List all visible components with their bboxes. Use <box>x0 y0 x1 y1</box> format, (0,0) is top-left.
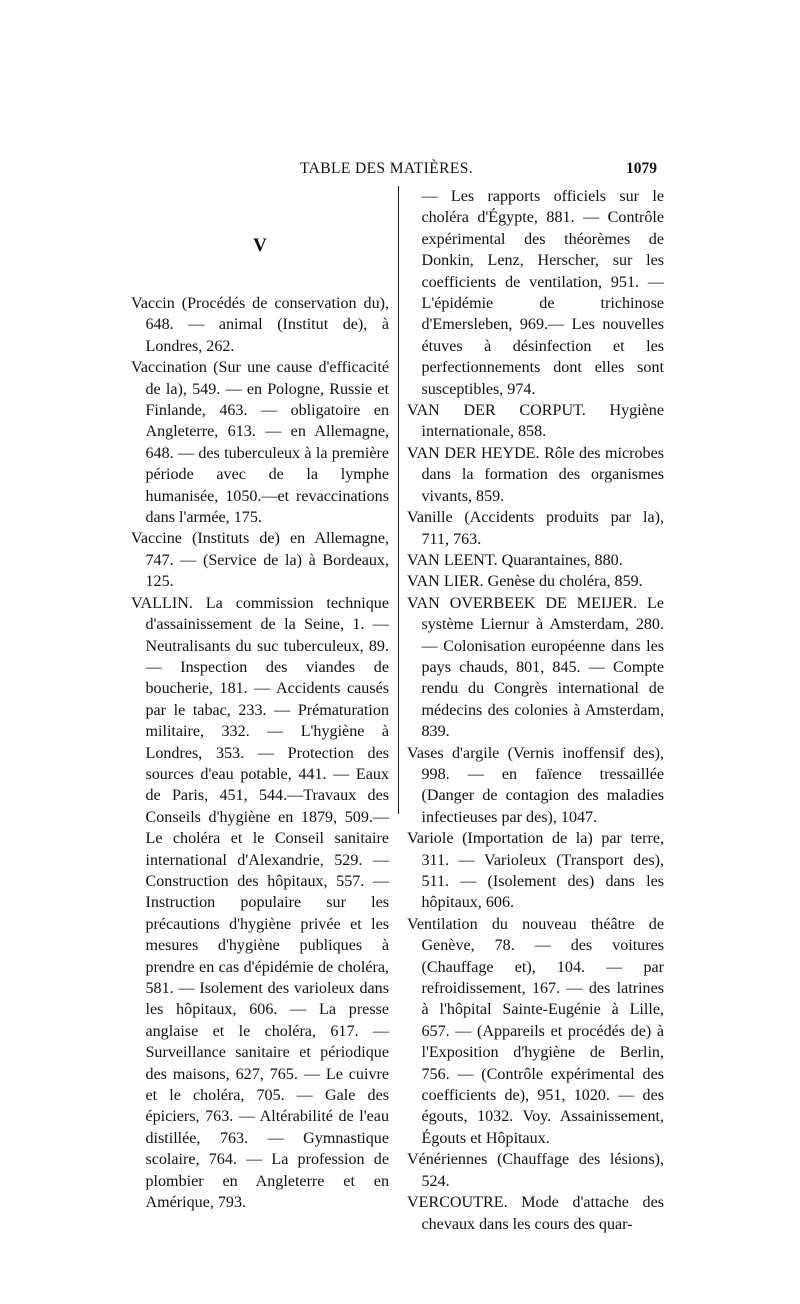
index-entry-continuation <box>407 186 664 400</box>
index-entry: VALLIN. La commission technique d'assainissement de la Seine, 1. — Neutralisants du suc tuberculeux, 89.— Inspection des viandes de boucherie, 181. — Accidents causés par le tabac, 233. — Prématuration militaire, 332. — L'hygiène à Londres, 353. — Protection des sources d'eau potable, 441. — Eaux de Paris, 451, 544.—Travaux des Conseils d'hygiène en 1879, 509.— Le choléra et le Conseil sanitaire international d'Alexandrie, 529. — Construction des hôpitaux, 557. — Instruction populaire sur les précautions d'hygiène privée et les mesures d'hygiène publiques à prendre en cas d'épidémie de choléra, 581. — Isolement des varioleux dans les hôpitaux, 606. — La presse anglaise et le choléra, 617. — Surveillance sanitaire et périodique des maisons, 627, 765. — Le cuivre et le choléra, 705. — Gale des épiciers, 763. — Altérabilité de l'eau distillée, 763. — Gymnastique scolaire, 764. — La profession de plombier en Angleterre et en Amérique, 793. <box>131 594 389 1212</box>
index-entry: VAN OVERBEEK DE MEIJER. Le système Liernur à Amsterdam, 280. — Colonisation européenne dans les pays chauds, 801, 845. — Compte rendu du Congrès international de médecins des colonies à Amsterdam, 839. <box>407 594 664 741</box>
continuation-text: — Les rapports officiels sur le choléra d'Égypte, 881. — Contrôle expérimental des théorèmes de Donkin, Lenz, Herscher, sur les coefficients de ventilation, 951. — L'épidémie de trichinose d'Emersleben, 969.— Les nouvelles étuves à désinfection et les perfectionnements dont elles sont susceptibles, 974. <box>421 188 664 398</box>
index-entry: Vaccine (Instituts de) en Allemagne, 747. — (Service de la) à Bordeaux, 125. <box>131 530 389 591</box>
index-entry: Vaccination (Sur une cause d'efficacité de la), 549. — en Pologne, Russie et Finlande, 463. — obligatoire en Angleterre, 613. — en Allemagne, 648. — des tuberculeux à la première période avec de la lymphe humanisée, 1050.—et revaccinations dans l'armée, 175. <box>131 359 389 527</box>
index-entry: Vases d'argile (Vernis inoffensif des), 998. — en faïence tressaillée (Danger de contagion des maladies infectieuses par des), 1047. <box>407 744 664 826</box>
index-entry: Vaccin (Procédés de conservation du), 648. — animal (Institut de), à Londres, 262. <box>131 295 389 355</box>
left-column <box>131 235 389 1213</box>
index-entry: VERCOUTRE. Mode d'attache des chevaux dans les cours des quar- <box>407 1194 664 1233</box>
index-entry: VAN LIER. Genèse du choléra, 859. <box>407 573 643 591</box>
page-title: TABLE DES MATIÈRES. <box>300 160 473 177</box>
index-entry: Vanille (Accidents produits par la), 711, 763. <box>407 509 664 548</box>
index-entry: VAN DER HEYDE. Rôle des microbes dans la formation des organismes vivants, 859. <box>407 444 664 505</box>
page-number: 1079 <box>626 160 657 177</box>
index-entry: VAN LEENT. Quarantaines, 880. <box>407 551 623 569</box>
index-entry: VAN DER CORPUT. Hygiène internationale, 858. <box>407 402 664 441</box>
index-entry: Variole (Importation de la) par terre, 311. — Varioleux (Transport des), 511. — (Isolement des) dans les hôpitaux, 606. <box>407 830 664 912</box>
index-entry: Vénériennes (Chauffage des lésions), 524. <box>407 1151 664 1190</box>
section-letter: V <box>253 235 267 256</box>
index-entry: Ventilation du nouveau théâtre de Genève, 78. — des voitures (Chauffage et), 104. — par refroidissement, 167. — des latrines à l'hôpital Sainte-Eugénie à Lille, 657. — (Appareils et procédés de) à l'Exposition d'hygiène de Berlin, 756. — (Contrôle expérimental des coefficients de), 951, 1020. — des égouts, 1032. Voy. Assainissement, Égouts et Hôpitaux. <box>407 915 664 1147</box>
right-column <box>407 186 664 1235</box>
running-header <box>0 160 800 184</box>
column-divider <box>398 186 399 814</box>
